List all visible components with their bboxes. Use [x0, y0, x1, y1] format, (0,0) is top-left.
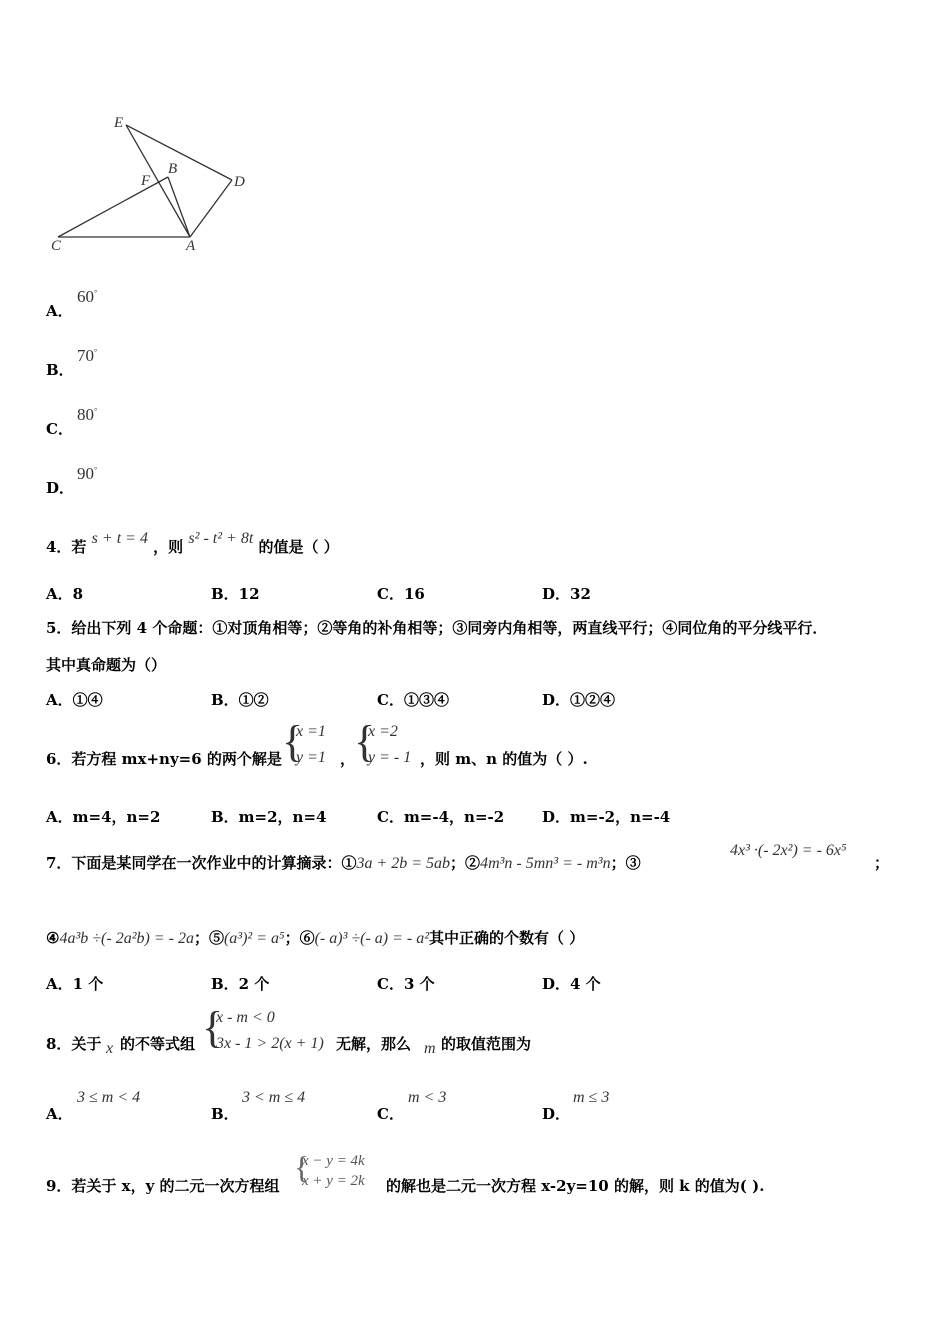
q8-inequality-system: x - m < 0 3x - 1 > 2(x + 1) [216, 1009, 324, 1052]
q5-stem-line2: 其中真命题为（） [46, 656, 167, 674]
q8-var-m: m [424, 1040, 436, 1057]
q3-option-d[interactable] [46, 477, 74, 498]
q8-stem-post: 的取值范围为 [441, 1035, 532, 1053]
q5-option-b[interactable]: B．①② [211, 691, 269, 709]
q8-option-d[interactable]: D． [542, 1105, 571, 1123]
q3-option-c[interactable] [46, 418, 73, 439]
q8-brace: { [202, 1003, 224, 1052]
q6-option-d[interactable]: D．m=-2，n=-4 [542, 808, 671, 826]
q4-option-d[interactable]: D．32 [542, 585, 591, 603]
q7-option-c[interactable]: C．3 个 [377, 975, 435, 993]
q7-expr-2: 4m³n - 5mn³ = - m³n [480, 855, 611, 872]
q6-solution-2: x =2 y = - 1 [368, 723, 412, 766]
label-b: B [168, 161, 178, 177]
label-c: C [51, 238, 62, 254]
q8-stem-mid: 的不等式组 [120, 1035, 196, 1053]
q7-expr-6: (- a)³ ÷(- a) = - a² [314, 930, 430, 947]
q7-stem-line2: ④4a³b ÷(- 2a²b) = - 2a；⑤(a³)² = a⁵；⑥(- a)³ ÷(- a) = - a²其中正确的个数有（ ） [46, 929, 585, 947]
q3-option-b-value: 70° [77, 346, 98, 365]
q5-option-a[interactable]: A．①④ [46, 691, 103, 709]
q6-option-a[interactable]: A．m=4，n=2 [46, 808, 161, 826]
q5-stem-line1: 5．给出下列 4 个命题：①对顶角相等；②等角的补角相等；③同旁内角相等，两直线平行；④同位角的平分线平行． [46, 619, 828, 637]
q3-option-b[interactable] [46, 359, 74, 380]
q7-expr-1: 3a + 2b = 5ab [356, 855, 451, 872]
q7-option-b[interactable]: B．2 个 [211, 975, 270, 993]
q9-stem-pre: 9．若关于 x，y 的二元一次方程组 [46, 1177, 280, 1195]
q8-option-a-expr: 3 ≤ m < 4 [77, 1089, 141, 1106]
q8-var-x: x [106, 1040, 114, 1057]
label-a: A [186, 238, 196, 254]
segment-cb [58, 177, 168, 237]
q4-expression: s² - t² + 8t [188, 530, 254, 547]
segment-da [190, 180, 232, 237]
q7-option-a[interactable]: A．1 个 [46, 975, 104, 993]
q6-option-c[interactable]: C．m=-4，n=-2 [377, 808, 505, 826]
q6-stem-pre: 6．若方程 mx+ny=6 的两个解是 [46, 750, 282, 768]
q6-comma: ， [340, 750, 356, 768]
option-letter: C． [46, 420, 73, 438]
q9-brace: { [294, 1149, 310, 1185]
segment-ba [168, 177, 190, 237]
q7-expr-4: 4a³b ÷(- 2a²b) = - 2a [59, 930, 194, 947]
q8-option-c-expr: m < 3 [408, 1089, 447, 1106]
option-letter: D． [46, 479, 75, 497]
q9-equation-system: x − y = 4k x + y = 2k [302, 1153, 365, 1189]
q7-stem-line1: 7．下面是某同学在一次作业中的计算摘录：①3a + 2b = 5ab；②4m³n - 5mn³ = - m³n；③ [46, 854, 641, 872]
option-letter: A． [46, 302, 73, 320]
q6-option-b[interactable]: B．m=2，n=4 [211, 808, 327, 826]
q6-stem-post: ，则 m、n 的值为（ ）. [420, 750, 588, 768]
q4-option-a[interactable]: A．8 [46, 585, 84, 603]
q8-option-b[interactable]: B． [211, 1105, 239, 1123]
q6-brace-1: { [282, 717, 304, 766]
q4-option-b[interactable]: B．12 [211, 585, 260, 603]
q5-option-d[interactable]: D．①②④ [542, 691, 616, 709]
q3-option-a-value: 60° [77, 287, 98, 306]
q8-option-b-expr: 3 < m ≤ 4 [242, 1089, 306, 1106]
label-d: D [234, 174, 245, 190]
q4-stem: 4．若 s + t = 4 ，则 s² - t² + 8t 的值是（ ） [46, 530, 339, 556]
q7-expr-5: (a³)² = a⁵ [223, 930, 285, 947]
q7-option-d[interactable]: D．4 个 [542, 975, 601, 993]
q8-option-c[interactable]: C． [377, 1105, 404, 1123]
q4-condition: s + t = 4 [91, 530, 148, 547]
q3-option-a[interactable] [46, 300, 73, 321]
label-f: F [141, 173, 151, 189]
q3-option-c-value: 80° [77, 405, 98, 424]
q3-option-d-value: 90° [77, 464, 98, 483]
q7-semicolon: ； [874, 854, 890, 872]
q8-stem-pre: 8．关于 [46, 1035, 102, 1053]
label-e: E [114, 115, 124, 131]
geometry-figure [40, 105, 270, 265]
q7-expr-3: 4x³ ·(- 2x²) = - 6x⁵ [730, 842, 847, 859]
q8-stem-mid2: 无解，那么 [336, 1035, 412, 1053]
q8-option-d-expr: m ≤ 3 [573, 1089, 610, 1106]
q5-option-c[interactable]: C．①③④ [377, 691, 449, 709]
q6-solution-1: x =1 y =1 [296, 723, 326, 766]
q6-brace-2: { [354, 717, 376, 766]
q9-stem-post: 的解也是二元一次方程 x-2y=10 的解，则 k 的值为( ). [386, 1177, 765, 1195]
q4-option-c[interactable]: C．16 [377, 585, 425, 603]
option-letter: B． [46, 361, 74, 379]
q8-option-a[interactable]: A． [46, 1105, 73, 1123]
